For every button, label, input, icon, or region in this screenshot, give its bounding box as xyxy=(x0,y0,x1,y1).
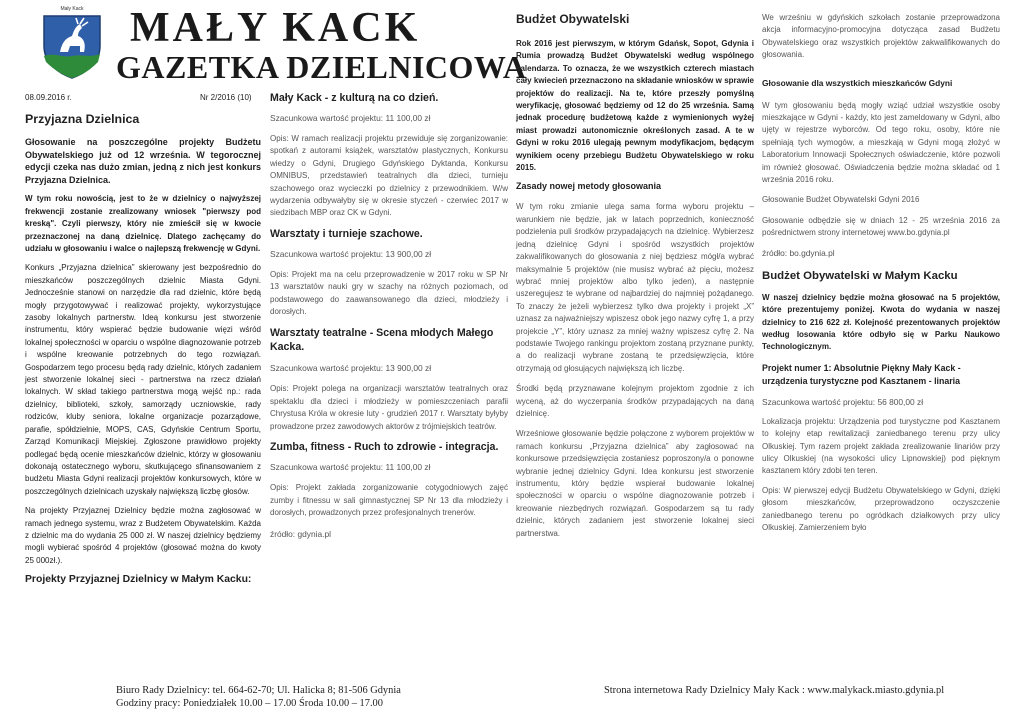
section-heading: Budżet Obywatelski xyxy=(516,12,630,26)
crest-caption: Mały Kack xyxy=(60,6,84,12)
article-paragraph: Głosowanie odbędzie się w dniach 12 - 25 września 2016 za pośrednictwem strony internetowej www.bo.gdynia.pl xyxy=(762,215,1000,238)
article-paragraph: W tym roku zmianie ulega sama forma wyboru projektu – warunkiem nie będzie, jak w latach poprzednich, konieczność podzielenia puli środków przypadających na dzielnicę. Wybierzesz jedną dzielnicę Gdyni i spośród wszystkich projektów zakwalifikowanych do głosowania z niej będziesz mógł/a wybrać maksymalnie 5 projektów (nie musisz wybrać aż pięciu, możesz wybrać mniej projektów albo tylko jeden), a następnie uszeregujesz te wybrane od najbardziej do najmniej pożądanego. To znaczy że jeżeli wybierzesz tylko dwa projekty i projekt „X” uznasz za najważniejszy wpiszesz obok jego nazwy cyfrę 1, a przy projekcie „Y”, który uznasz za mniej ważny wpiszesz cyfrę 2. Na podstawie Twojego rankingu projektom zostaną przyznane punkty, a do realizacji wybrane zostaną te przedsięwzięcia, które otrzymają od głosujących największą ich liczbę. xyxy=(516,202,754,373)
project-heading: Mały Kack - z kulturą na co dzień. xyxy=(270,92,439,104)
project-heading: Zumba, fitness - Ruch to zdrowie - integracja. xyxy=(270,441,499,454)
issue-number: Nr 2/2016 (10) xyxy=(200,93,252,102)
project-description: Opis: Projekt ma na celu przeprowadzenie w 2017 roku w SP Nr 13 warsztatów nauki gry w szachy na różnych poziomach, od podstawowego do zaawansowanego dla dzieci, młodzieży i dorosłych. xyxy=(270,269,508,317)
article-paragraph: W tym głosowaniu będą mogły wziąć udział wszystkie osoby mieszkające w Gdyni - każdy, kto jest zameldowany w Gdyni, albo ujęty w rejestrze wyborców. Od tego roku, osoby, które nie spełniają tych wymogów, a mieszkają w Gdyni mogą złożyć w Laboratorium Innowacji Społecznych oświadczenie, które pozwoli im również głosować. Oświadczenia będzie można składać od 1 września 2016 roku. xyxy=(762,100,1000,185)
subsection-heading: Zasady nowej metody głosowania xyxy=(516,181,662,192)
column-3 xyxy=(516,12,754,547)
section-heading: Budżet Obywatelski w Małym Kacku xyxy=(762,269,958,282)
subsection-heading: Projekty Przyjaznej Dzielnicy w Małym Kacku: xyxy=(25,574,252,586)
project-description: Opis: Projekt polega na organizacji warsztatów teatralnych oraz spektaklu dla dzieci i młodzieży w pomieszczeniach parafii Chrystusa Króla w okresie luty - grudzień 2017 r. Warsztaty byłyby prowadzone przez zawodowych aktorów z trójmiejskich teatrów. xyxy=(270,384,508,431)
article-paragraph: Wrześniowe głosowanie będzie połączone z wyborem projektów w ramach konkursu „Przyjazna dzielnica” aby zagłosować na konkursowe przedsięwzięcia zostaniesz poproszony/a o ponowne wybranie jednej dzielnicy Gdyni. Idea konkursu jest stworzenie instrumentu, który będzie wspierał budowanie lokalnej społeczności w oparciu o wspólne diagnozowanie potrzeb i kreowanie niezbędnych rozwiązań. Gospodarzem są tu rady dzielnic, których zadaniem jest stworzenie lokalnej sieci partnerstwa. xyxy=(516,429,754,538)
masthead-subtitle: GAZETKA DZIELNICOWA xyxy=(116,49,527,85)
section-heading: Przyjazna Dzielnica xyxy=(25,112,140,126)
crest-logo xyxy=(40,6,104,80)
article-paragraph: W tym roku nowością, jest to że w dzielnicy o najwyższej frekwencji zostanie zrealizowany wniosek "pierwszy pod kreską". Czyli pierwszy, który nie zmieścił się w kwocie przeznaczonej na daną dzielnicę. Dlatego zachęcamy do udziału w głosowaniu i walce o najlepszą frekwencję w Gdyni. xyxy=(25,194,261,253)
project-heading: Warsztaty i turnieje szachowe. xyxy=(270,227,423,240)
project-value: Szacunkowa wartość projektu: 13 900,00 zł xyxy=(270,248,432,259)
footer-hours: Godziny pracy: Poniedziałek 10.00 – 17.00 Środa 10.00 – 17.00 xyxy=(116,698,383,709)
column-4 xyxy=(762,12,1000,541)
project-heading: Projekt numer 1: Absolutnie Piękny Mały Kack - urządzenia turystyczne pod Kasztanem - linaria xyxy=(762,362,961,386)
source-note: źródło: bo.gdynia.pl xyxy=(762,247,835,258)
project-heading: Warsztaty teatralne - Scena młodych Małego Kacka. xyxy=(270,327,494,354)
article-paragraph: Środki będą przyznawane kolejnym projektom zgodnie z ich wyceną, aż do wyczerpania środków przypadających na daną dzielnicę. xyxy=(516,384,754,418)
project-description: Opis: W ramach realizacji projektu przewiduje się zorganizowanie: spotkań z autorami książek, warsztatów plastycznych, Konkursu wiedzy o Gdyni, Drugiego Gdyńskiego Dyktanda, Konkursu OMNIBUS, przedstawień teatralnych dla dzieci, turnieju szachowego oraz wycieczki po dzielnicy z przewodnikiem. W/w wydarzenia odbywałyby się w okresie styczeń - czerwiec 2017 w siedzibach MBP oraz CK w Gdyni. xyxy=(270,134,508,218)
source-note: źródło: gdynia.pl xyxy=(270,529,331,540)
article-paragraph: Konkurs „Przyjazna dzielnica” skierowany jest bezpośrednio do mieszkańców poszczególnych dzielnic Miasta Gdyni. Jednocześnie stanowi on narzędzie dla rad dzielnic, które będą mogły przygotowywać i realizować projekty, wykorzystujące zasoby lokalnych partnerstw. Ideą konkursu jest stworzenie instrumentu, który wspierać będzie budowanie więzi wśród lokalnej społeczności w oparciu o wspólne diagnozowanie potrzeb i wspólne kreowanie potrzebnych do tego rozwiązań. Gospodarzem tego procesu będą rady dzielnic, których zadaniem jest stworzenie lokalnej sieci - partnerstwa na rzecz działań lokalnych. W skład takiego partnerstwa mogą wejść np.: rada dzielnicy, biblioteki, szkoły, samorządy uczniowskie, rady rodziców, kluby seniora, lokalne organizacje pozarządowe, parafie, spółdzielnie, MOPS, CAS, Gdyńskie Centrum Sportu, Zarząd Komunikacji Miejskiej. Zgłoszone prawidłowo projekty podlegać będą ocenie mieszkańców dzielnic, którzy w głosowaniu dokonają ostatecznego wyboru, skutkującego sfinansowaniem z budżetu Miasta Gdyni realizacji projektów konkursowych, które w poszczególnych dzielnicach uzyskały największą liczbę głosów. xyxy=(25,263,261,496)
project-value: Szacunkowa wartość projektu: 11 100,00 zł xyxy=(270,462,431,473)
footer-address: Biuro Rady Dzielnicy: tel. 664-62-70; Ul. Halicka 8; 81-506 Gdynia xyxy=(116,685,401,696)
article-paragraph: We wrześniu w gdyńskich szkołach zostanie przeprowadzona akcja informacyjno-promocyjna dotycząca zasad Budżetu Obywatelskiego oraz wszystkich projektów zakwalifikowanych do głosowania. xyxy=(762,13,1000,60)
column-1 xyxy=(25,112,261,585)
article-lead: Rok 2016 jest pierwszym, w którym Gdańsk, Sopot, Gdynia i Rumia prowadzą Budżet Obywatelski według wspólnego kalendarza. To oznacza, że we wszystkich czterech miastach cały kwiecień przeznaczono na składanie wniosków w sprawie projektów do realizacji. Na te, które przeszły pomyślną weryfikację, głosować będziemy od 12 do 25 września. Samą jednak procedurę budżetową każde z wymienionych wyżej miast prowadzi autonomicznie określonych zasad. A te w Gdyni w roku 2016 ulegają pewnym modyfikacjom, będącym wynikiem oceny przebiegu Budżetu Obywatelskiego w roku 2015. xyxy=(516,39,754,173)
column-2 xyxy=(270,92,508,539)
article-lead: Głosowanie na poszczególne projekty Budżetu Obywatelskiego już od 12 września. W tegorocznej edycji czeka nas dużo zmian, jedną z nich jest konkurs Przyjazna Dzielnica. xyxy=(25,137,261,185)
article-lead: W naszej dzielnicy będzie można głosować na 5 projektów, które prezentujemy poniżej. Kwota do wydania w naszej dzielnicy to 216 622 zł. Kolejność prezentowanych projektów według losowania które odbyło się w Parku Naukowo Technologicznym. xyxy=(762,292,1000,352)
project-value: Szacunkowa wartość projektu: 13 900,00 zł xyxy=(270,363,432,374)
project-description: Opis: Projekt zakłada zorganizowanie cotygodniowych zajęć zumby i fitnessu w sali gimnastycznej SP Nr 13 dla młodzieży i dorosłych, prowadzonych przez profesjonalnych trenerów. xyxy=(270,483,508,517)
subsection-heading: Głosowanie dla wszystkich mieszkańców Gdyni xyxy=(762,77,953,88)
footer-website: Strona internetowa Rady Dzielnicy Mały Kack : www.malykack.miasto.gdynia.pl xyxy=(604,685,945,696)
article-paragraph: Głosowanie Budżet Obywatelski Gdyni 2016 xyxy=(762,195,920,205)
article-paragraph: Na projekty Przyjaznej Dzielnicy będzie można zagłosować w ramach jednego systemu, wraz z Budżetem Obywatelskim. Każda z dzielnic ma do wydania 25 000 zł. W naszej dzielnicy będziemy mogli wybierać spośród 4 projektów (głosować można do kwoty 25 000zł.). xyxy=(25,506,261,565)
crest-shield-icon xyxy=(40,12,104,80)
project-value: Szacunkowa wartość projektu: 11 100,00 zł xyxy=(270,113,431,123)
issue-date: 08.09.2016 r. xyxy=(25,93,72,102)
article-paragraph: Opis: W pierwszej edycji Budżetu Obywatelskiego w Gdyni, dzięki głosom mieszkańców, przeprowadzono oczyszczenie zaniedbanego terenu po ogródkach działkowych przy ulicy Olkuskiej. Zamierzeniem było xyxy=(762,485,1000,532)
article-paragraph: Lokalizacja projektu: Urządzenia pod turystyczne pod Kasztanem to kolejny etap rewitalizacji zaniedbanego terenu przy ulicy Olkuskiej. Tym razem projekt zakłada zrealizowanie linariów przy ulicy Olkuskiej (na wysokości ulicy Lipnowskiej) pod pięknym kasztanem który zdobi ten teren. xyxy=(762,416,1000,476)
project-value: Szacunkowa wartość projektu: 56 800,00 zł xyxy=(762,396,924,407)
masthead-title: MAŁY KACK xyxy=(130,5,421,51)
